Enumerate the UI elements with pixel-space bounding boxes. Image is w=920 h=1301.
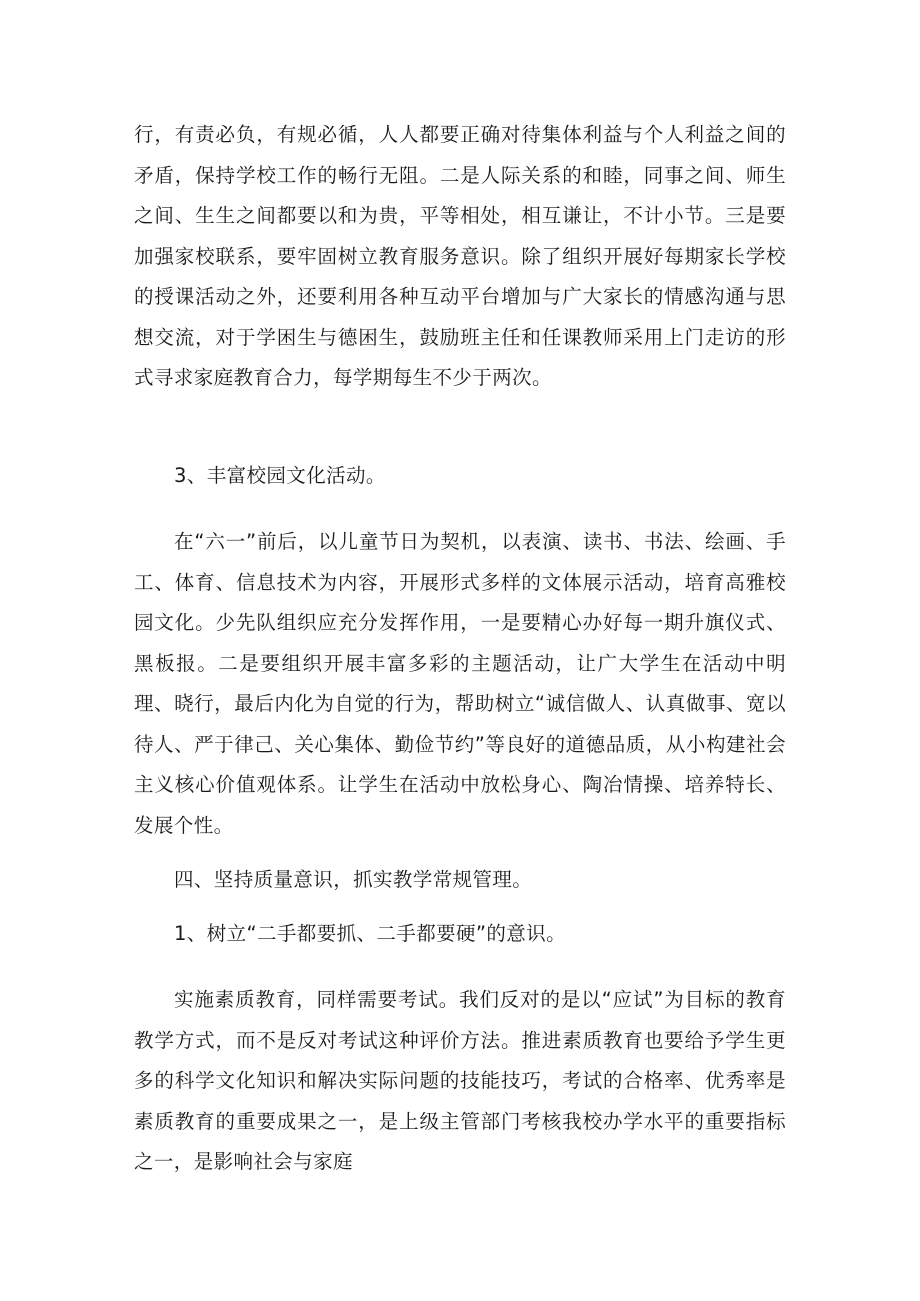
subsection-heading-4-1: 1、树立“二手都要抓、二手都要硬”的意识。: [174, 922, 567, 945]
body-paragraph-continuation: 行，有责必负，有规必循，人人都要正确对待集体利益与个人利益之间的矛盾，保持学校工作的畅行无阻。二是人际关系的和睦，同事之间、师生之间、生生之间都要以和为贵，平等相处，相互谦让，不计小节。三是要加强家校联系，要牢固树立教育服务意识。除了组织开展好每期家长学校的授课活动之外，还要利用各种互动平台增加与广大家长的情感沟通与思想交流，对于学困生与德困生，鼓励班主任和任课教师采用上门走访的形式寻求家庭教育合力，每学期每生不少于两次。: [134, 123, 786, 389]
section-heading-4: 四、坚持质量意识，抓实教学常规管理。: [174, 868, 533, 891]
body-paragraph-campus-culture: 在“六一”前后，以儿童节日为契机，以表演、读书、书法、绘画、手工、体育、信息技术为内容，开展形式多样的文体展示活动，培育高雅校园文化。少先队组织应充分发挥作用，一是要精心办好每一期升旗仪式、黑板报。二是要组织开展丰富多彩的主题活动，让广大学生在活动中明理、晓行，最后内化为自觉的行为，帮助树立“诚信做人、认真做事、宽以待人、严于律己、关心集体、勤俭节约”等良好的道德品质，从小构建社会主义核心价值观体系。让学生在活动中放松身心、陶冶情操、培养特长、发展个性。: [134, 530, 786, 837]
body-paragraph-exams: 实施素质教育，同样需要考试。我们反对的是以“应试”为目标的教育教学方式，而不是反对考试这种评价方法。推进素质教育也要给予学生更多的科学文化知识和解决实际问题的技能技巧，考试的合格率、优秀率是素质教育的重要成果之一，是上级主管部门考核我校办学水平的重要指标之一，是影响社会与家庭: [134, 988, 786, 1173]
section-heading-3: 3、丰富校园文化活动。: [174, 464, 386, 487]
